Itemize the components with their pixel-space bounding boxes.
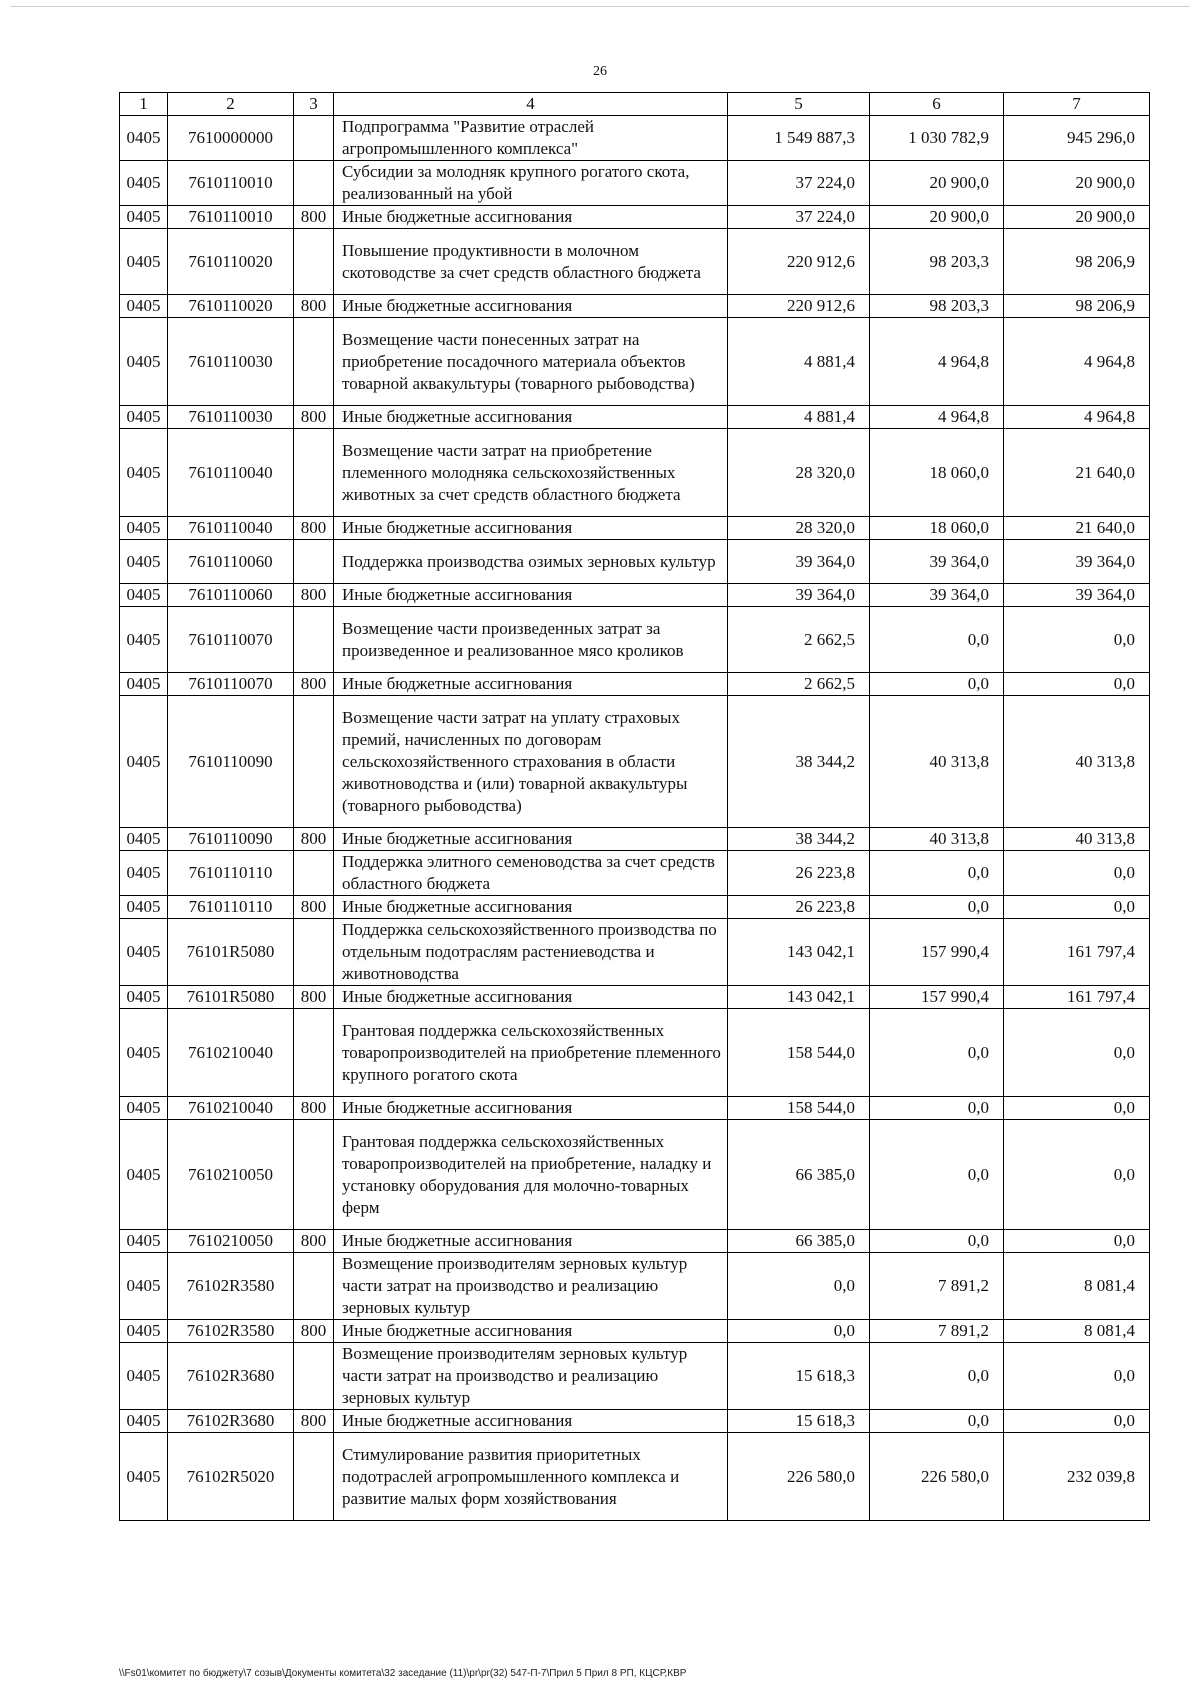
amount-col6-cell: 98 203,3 [870,295,1004,318]
amount-col7-cell: 945 296,0 [1004,116,1150,161]
table-row [120,1343,1150,1410]
amount-col7-cell: 0,0 [1004,1343,1150,1410]
description-cell: Поддержка сельскохозяйственного производства по отдельным подотраслям растениеводства и животноводства [334,919,728,986]
amount-col7-cell: 161 797,4 [1004,986,1150,1009]
amount-col5-cell: 37 224,0 [728,161,870,206]
amount-col7-cell: 98 206,9 [1004,295,1150,318]
table-header-row [120,93,1150,116]
amount-col5-cell: 26 223,8 [728,851,870,896]
table-row [120,318,1150,406]
amount-col6-cell: 18 060,0 [870,517,1004,540]
amount-col5-cell: 38 344,2 [728,828,870,851]
target-code-cell: 76101R5080 [168,986,294,1009]
amount-col7-cell: 0,0 [1004,1120,1150,1230]
amount-col5-cell: 1 549 887,3 [728,116,870,161]
description-cell: Повышение продуктивности в молочном скотоводстве за счет средств областного бюджета [334,229,728,295]
expense-type-cell: 800 [294,1097,334,1120]
section-code-cell: 0405 [120,1230,168,1253]
amount-col6-cell: 1 030 782,9 [870,116,1004,161]
amount-col7-cell: 8 081,4 [1004,1253,1150,1320]
header-cell: 1 [120,93,168,116]
description-cell: Грантовая поддержка сельскохозяйственных товаропроизводителей на приобретение, наладку и установку оборудования для молочно-товарных ферм [334,1120,728,1230]
target-code-cell: 7610110030 [168,318,294,406]
section-code-cell: 0405 [120,116,168,161]
table-row [120,429,1150,517]
table-row [120,607,1150,673]
amount-col7-cell: 39 364,0 [1004,540,1150,584]
section-code-cell: 0405 [120,1410,168,1433]
expense-type-cell: 800 [294,896,334,919]
description-cell: Иные бюджетные ассигнования [334,896,728,919]
amount-col5-cell: 220 912,6 [728,229,870,295]
section-code-cell: 0405 [120,673,168,696]
table-row [120,1009,1150,1097]
description-cell: Иные бюджетные ассигнования [334,584,728,607]
target-code-cell: 7610110020 [168,295,294,318]
description-cell: Иные бюджетные ассигнования [334,1097,728,1120]
amount-col5-cell: 4 881,4 [728,318,870,406]
section-code-cell: 0405 [120,295,168,318]
expense-type-cell [294,229,334,295]
expense-type-cell: 800 [294,295,334,318]
amount-col5-cell: 26 223,8 [728,896,870,919]
header-cell: 3 [294,93,334,116]
header-cell: 7 [1004,93,1150,116]
expense-type-cell: 800 [294,986,334,1009]
table-row [120,1120,1150,1230]
description-cell: Стимулирование развития приоритетных подотраслей агропромышленного комплекса и развитие малых форм хозяйствования [334,1433,728,1521]
description-cell: Иные бюджетные ассигнования [334,828,728,851]
amount-col5-cell: 143 042,1 [728,986,870,1009]
amount-col6-cell: 7 891,2 [870,1320,1004,1343]
target-code-cell: 7610110090 [168,696,294,828]
target-code-cell: 7610110040 [168,429,294,517]
expense-type-cell [294,607,334,673]
table-row [120,1253,1150,1320]
target-code-cell: 7610110020 [168,229,294,295]
table-row [120,584,1150,607]
description-cell: Возмещение производителям зерновых культур части затрат на производство и реализацию зерновых культур [334,1253,728,1320]
description-cell: Грантовая поддержка сельскохозяйственных товаропроизводителей на приобретение племенного крупного рогатого скота [334,1009,728,1097]
section-code-cell: 0405 [120,986,168,1009]
amount-col7-cell: 4 964,8 [1004,318,1150,406]
target-code-cell: 7610110090 [168,828,294,851]
amount-col5-cell: 39 364,0 [728,584,870,607]
target-code-cell: 7610210040 [168,1009,294,1097]
amount-col5-cell: 37 224,0 [728,206,870,229]
amount-col7-cell: 8 081,4 [1004,1320,1150,1343]
amount-col6-cell: 40 313,8 [870,696,1004,828]
description-cell: Иные бюджетные ассигнования [334,1230,728,1253]
table-row [120,828,1150,851]
description-cell: Иные бюджетные ассигнования [334,206,728,229]
section-code-cell: 0405 [120,1009,168,1097]
amount-col7-cell: 40 313,8 [1004,828,1150,851]
page-number: 26 [593,64,607,79]
description-cell: Иные бюджетные ассигнования [334,986,728,1009]
description-cell: Субсидии за молодняк крупного рогатого скота, реализованный на убой [334,161,728,206]
expense-type-cell [294,1120,334,1230]
target-code-cell: 7610110110 [168,851,294,896]
section-code-cell: 0405 [120,206,168,229]
expense-type-cell [294,116,334,161]
section-code-cell: 0405 [120,540,168,584]
scan-top-edge [10,6,1190,7]
expense-type-cell: 800 [294,1230,334,1253]
table-row [120,161,1150,206]
description-cell: Иные бюджетные ассигнования [334,295,728,318]
section-code-cell: 0405 [120,584,168,607]
amount-col6-cell: 157 990,4 [870,919,1004,986]
amount-col6-cell: 0,0 [870,1120,1004,1230]
amount-col5-cell: 2 662,5 [728,607,870,673]
amount-col5-cell: 38 344,2 [728,696,870,828]
header-cell: 2 [168,93,294,116]
amount-col5-cell: 143 042,1 [728,919,870,986]
description-cell: Возмещение части понесенных затрат на приобретение посадочного материала объектов товарной аквакультуры (товарного рыбоводства) [334,318,728,406]
description-cell: Возмещение части затрат на уплату страховых премий, начисленных по договорам сельскохозяйственного страхования в области животноводства и (или) товарной аквакультуры (товарного рыбоводства) [334,696,728,828]
target-code-cell: 76102R3580 [168,1320,294,1343]
expense-type-cell [294,318,334,406]
target-code-cell: 7610210040 [168,1097,294,1120]
amount-col7-cell: 0,0 [1004,851,1150,896]
amount-col6-cell: 40 313,8 [870,828,1004,851]
section-code-cell: 0405 [120,1253,168,1320]
expense-type-cell [294,851,334,896]
amount-col5-cell: 0,0 [728,1253,870,1320]
header-cell: 4 [334,93,728,116]
section-code-cell: 0405 [120,1097,168,1120]
header-cell: 6 [870,93,1004,116]
header-cell: 5 [728,93,870,116]
amount-col7-cell: 4 964,8 [1004,406,1150,429]
target-code-cell: 7610110070 [168,607,294,673]
amount-col6-cell: 18 060,0 [870,429,1004,517]
section-code-cell: 0405 [120,696,168,828]
target-code-cell: 7610110030 [168,406,294,429]
amount-col7-cell: 0,0 [1004,896,1150,919]
section-code-cell: 0405 [120,1120,168,1230]
amount-col7-cell: 0,0 [1004,1410,1150,1433]
amount-col7-cell: 161 797,4 [1004,919,1150,986]
description-cell: Иные бюджетные ассигнования [334,406,728,429]
table-row [120,229,1150,295]
amount-col6-cell: 226 580,0 [870,1433,1004,1521]
amount-col5-cell: 28 320,0 [728,429,870,517]
table-row [120,851,1150,896]
amount-col6-cell: 0,0 [870,1230,1004,1253]
amount-col5-cell: 220 912,6 [728,295,870,318]
amount-col6-cell: 39 364,0 [870,540,1004,584]
amount-col7-cell: 21 640,0 [1004,517,1150,540]
amount-col6-cell: 7 891,2 [870,1253,1004,1320]
amount-col7-cell: 0,0 [1004,1097,1150,1120]
amount-col7-cell: 20 900,0 [1004,206,1150,229]
amount-col6-cell: 0,0 [870,607,1004,673]
amount-col6-cell: 0,0 [870,851,1004,896]
target-code-cell: 76101R5080 [168,919,294,986]
description-cell: Иные бюджетные ассигнования [334,1320,728,1343]
amount-col6-cell: 20 900,0 [870,206,1004,229]
description-cell: Возмещение производителям зерновых культур части затрат на производство и реализацию зерновых культур [334,1343,728,1410]
section-code-cell: 0405 [120,429,168,517]
amount-col5-cell: 66 385,0 [728,1230,870,1253]
target-code-cell: 76102R3680 [168,1343,294,1410]
target-code-cell: 7610110060 [168,584,294,607]
description-cell: Иные бюджетные ассигнования [334,1410,728,1433]
description-cell: Возмещение части произведенных затрат за произведенное и реализованное мясо кроликов [334,607,728,673]
target-code-cell: 7610000000 [168,116,294,161]
amount-col5-cell: 2 662,5 [728,673,870,696]
section-code-cell: 0405 [120,229,168,295]
section-code-cell: 0405 [120,406,168,429]
expense-type-cell [294,919,334,986]
target-code-cell: 7610210050 [168,1120,294,1230]
expense-type-cell [294,161,334,206]
amount-col5-cell: 39 364,0 [728,540,870,584]
amount-col6-cell: 98 203,3 [870,229,1004,295]
amount-col7-cell: 0,0 [1004,1230,1150,1253]
table-row [120,986,1150,1009]
table-row [120,116,1150,161]
section-code-cell: 0405 [120,318,168,406]
amount-col6-cell: 4 964,8 [870,318,1004,406]
section-code-cell: 0405 [120,1343,168,1410]
amount-col6-cell: 20 900,0 [870,161,1004,206]
amount-col7-cell: 20 900,0 [1004,161,1150,206]
expense-type-cell [294,1009,334,1097]
expense-type-cell: 800 [294,1320,334,1343]
amount-col5-cell: 28 320,0 [728,517,870,540]
expense-type-cell [294,696,334,828]
table-row [120,696,1150,828]
target-code-cell: 7610110070 [168,673,294,696]
description-cell: Поддержка производства озимых зерновых культур [334,540,728,584]
target-code-cell: 7610110010 [168,206,294,229]
amount-col6-cell: 0,0 [870,896,1004,919]
table-row [120,517,1150,540]
table-row [120,673,1150,696]
amount-col5-cell: 15 618,3 [728,1343,870,1410]
table-row [120,206,1150,229]
expense-type-cell [294,540,334,584]
section-code-cell: 0405 [120,896,168,919]
description-cell: Иные бюджетные ассигнования [334,517,728,540]
description-cell: Поддержка элитного семеноводства за счет средств областного бюджета [334,851,728,896]
amount-col7-cell: 39 364,0 [1004,584,1150,607]
section-code-cell: 0405 [120,1433,168,1521]
target-code-cell: 76102R3580 [168,1253,294,1320]
target-code-cell: 7610110040 [168,517,294,540]
expense-type-cell [294,429,334,517]
expense-type-cell: 800 [294,584,334,607]
section-code-cell: 0405 [120,828,168,851]
target-code-cell: 7610210050 [168,1230,294,1253]
amount-col6-cell: 0,0 [870,673,1004,696]
amount-col5-cell: 226 580,0 [728,1433,870,1521]
expense-type-cell: 800 [294,206,334,229]
table-row [120,406,1150,429]
amount-col7-cell: 0,0 [1004,1009,1150,1097]
amount-col7-cell: 98 206,9 [1004,229,1150,295]
table-row [120,919,1150,986]
target-code-cell: 7610110010 [168,161,294,206]
expense-type-cell: 800 [294,406,334,429]
section-code-cell: 0405 [120,851,168,896]
table-row [120,1433,1150,1521]
table-row [120,1230,1150,1253]
amount-col6-cell: 0,0 [870,1097,1004,1120]
section-code-cell: 0405 [120,1320,168,1343]
section-code-cell: 0405 [120,919,168,986]
table-row [120,295,1150,318]
amount-col5-cell: 158 544,0 [728,1097,870,1120]
expense-type-cell [294,1253,334,1320]
amount-col5-cell: 15 618,3 [728,1410,870,1433]
amount-col5-cell: 158 544,0 [728,1009,870,1097]
target-code-cell: 76102R3680 [168,1410,294,1433]
amount-col5-cell: 4 881,4 [728,406,870,429]
amount-col7-cell: 232 039,8 [1004,1433,1150,1521]
target-code-cell: 7610110060 [168,540,294,584]
table-row [120,1320,1150,1343]
amount-col7-cell: 21 640,0 [1004,429,1150,517]
budget-table [119,92,1150,1521]
expense-type-cell: 800 [294,1410,334,1433]
amount-col7-cell: 0,0 [1004,673,1150,696]
section-code-cell: 0405 [120,161,168,206]
table-row [120,1410,1150,1433]
amount-col6-cell: 0,0 [870,1343,1004,1410]
target-code-cell: 7610110110 [168,896,294,919]
table-row [120,540,1150,584]
amount-col6-cell: 39 364,0 [870,584,1004,607]
amount-col6-cell: 157 990,4 [870,986,1004,1009]
amount-col6-cell: 4 964,8 [870,406,1004,429]
amount-col6-cell: 0,0 [870,1410,1004,1433]
expense-type-cell: 800 [294,828,334,851]
target-code-cell: 76102R5020 [168,1433,294,1521]
amount-col5-cell: 0,0 [728,1320,870,1343]
table-row [120,896,1150,919]
expense-type-cell [294,1433,334,1521]
expense-type-cell: 800 [294,673,334,696]
expense-type-cell [294,1343,334,1410]
amount-col6-cell: 0,0 [870,1009,1004,1097]
section-code-cell: 0405 [120,607,168,673]
description-cell: Возмещение части затрат на приобретение племенного молодняка сельскохозяйственных животных за счет средств областного бюджета [334,429,728,517]
section-code-cell: 0405 [120,517,168,540]
table-row [120,1097,1150,1120]
amount-col7-cell: 0,0 [1004,607,1150,673]
footer-file-path: \\Fs01\комитет по бюджету\7 созыв\Документы комитета\32 заседание (11)\pr\pr(32) 547-П-7\Прил 5 Прил 8 РП, КЦСР,КВР [119,1668,687,1679]
amount-col5-cell: 66 385,0 [728,1120,870,1230]
description-cell: Подпрограмма "Развитие отраслей агропромышленного комплекса" [334,116,728,161]
expense-type-cell: 800 [294,517,334,540]
amount-col7-cell: 40 313,8 [1004,696,1150,828]
description-cell: Иные бюджетные ассигнования [334,673,728,696]
